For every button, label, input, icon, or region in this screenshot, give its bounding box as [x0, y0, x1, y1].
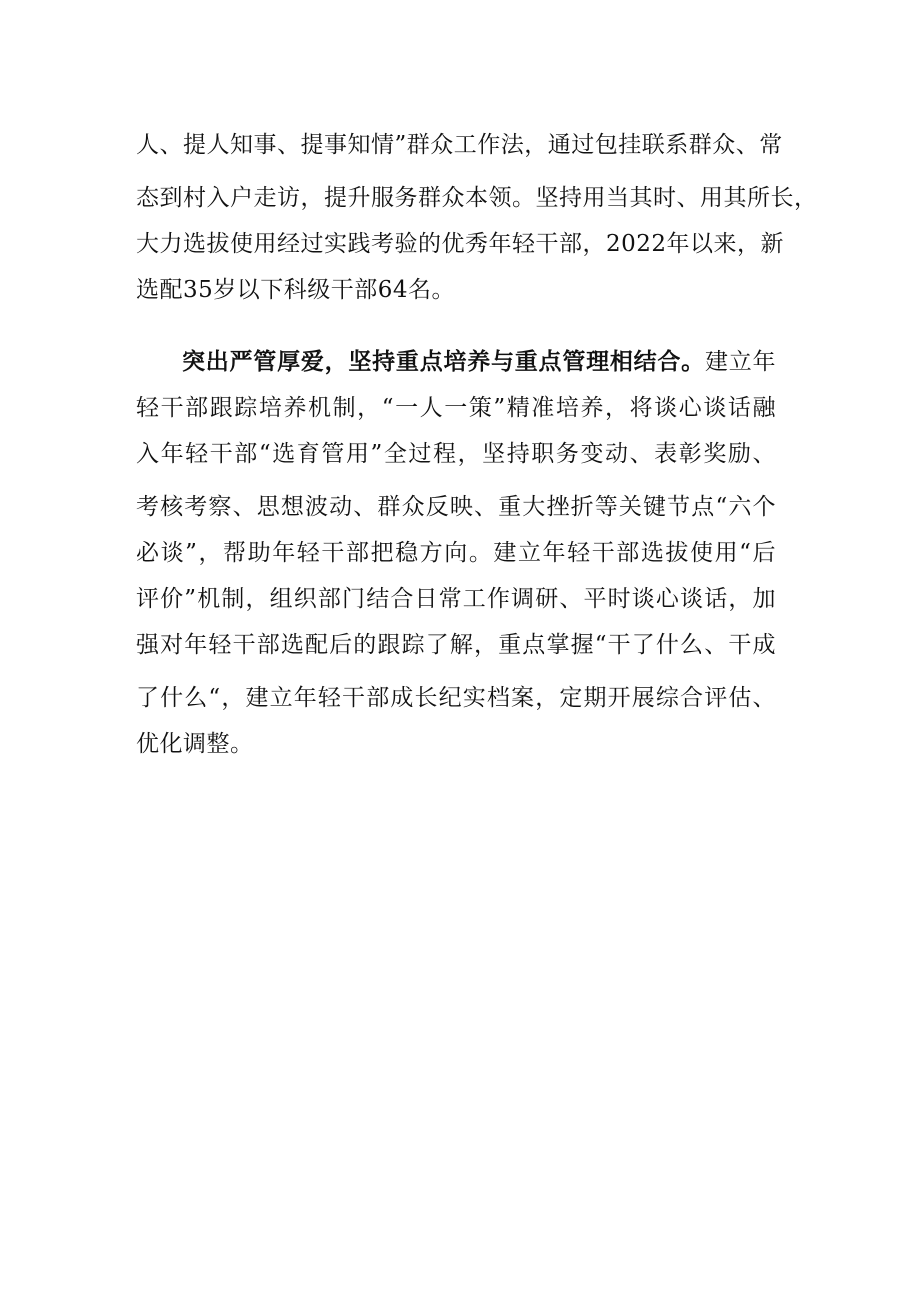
- paragraph-2-line-2: 轻干部跟踪培养机制，“一人一策”精准培养，将谈心谈话融: [136, 395, 776, 421]
- paragraph-2-line-3: 入年轻干部“选育管用”全过程，坚持职务变动、表彰奖励、: [136, 441, 776, 467]
- paragraph-2-line-1: [182, 340, 776, 384]
- paragraph-2-line-4: 考核考察、思想波动、群众反映、重大挫折等关键节点“六个: [136, 494, 776, 520]
- paragraph-2-line-6: 评价”机制，组织部门结合日常工作调研、平时谈心谈话，加: [136, 586, 776, 612]
- paragraph-1-line-1: 人、提人知事、提事知情”群众工作法，通过包挂联系群众、常: [136, 132, 783, 158]
- paragraph-2-line-7: 强对年轻干部选配后的跟踪了解，重点掌握“干了什么、干成: [136, 632, 776, 658]
- paragraph-2-line-8: 了什么“，建立年轻干部成长纪实档案，定期开展综合评估、: [136, 685, 776, 711]
- paragraph-2-line-1-rest: 建立年: [704, 349, 777, 375]
- paragraph-2-line-9: 优化调整。: [136, 731, 254, 757]
- paragraph-1-line-3: 大力选拔使用经过实践考验的优秀年轻干部，2022年以来，新: [136, 231, 785, 257]
- paragraph-2-line-5: 必谈”，帮助年轻干部把稳方向。建立年轻干部选拔使用“后: [136, 540, 776, 566]
- paragraph-2-heading: 突出严管厚爱，坚持重点培养与重点管理相结合。: [182, 348, 705, 375]
- paragraph-1-line-2: 态到村入户走访，提升服务群众本领。坚持用当其时、用其所长，: [136, 185, 818, 211]
- paragraph-1-line-4: 选配35岁以下科级干部64名。: [136, 277, 456, 303]
